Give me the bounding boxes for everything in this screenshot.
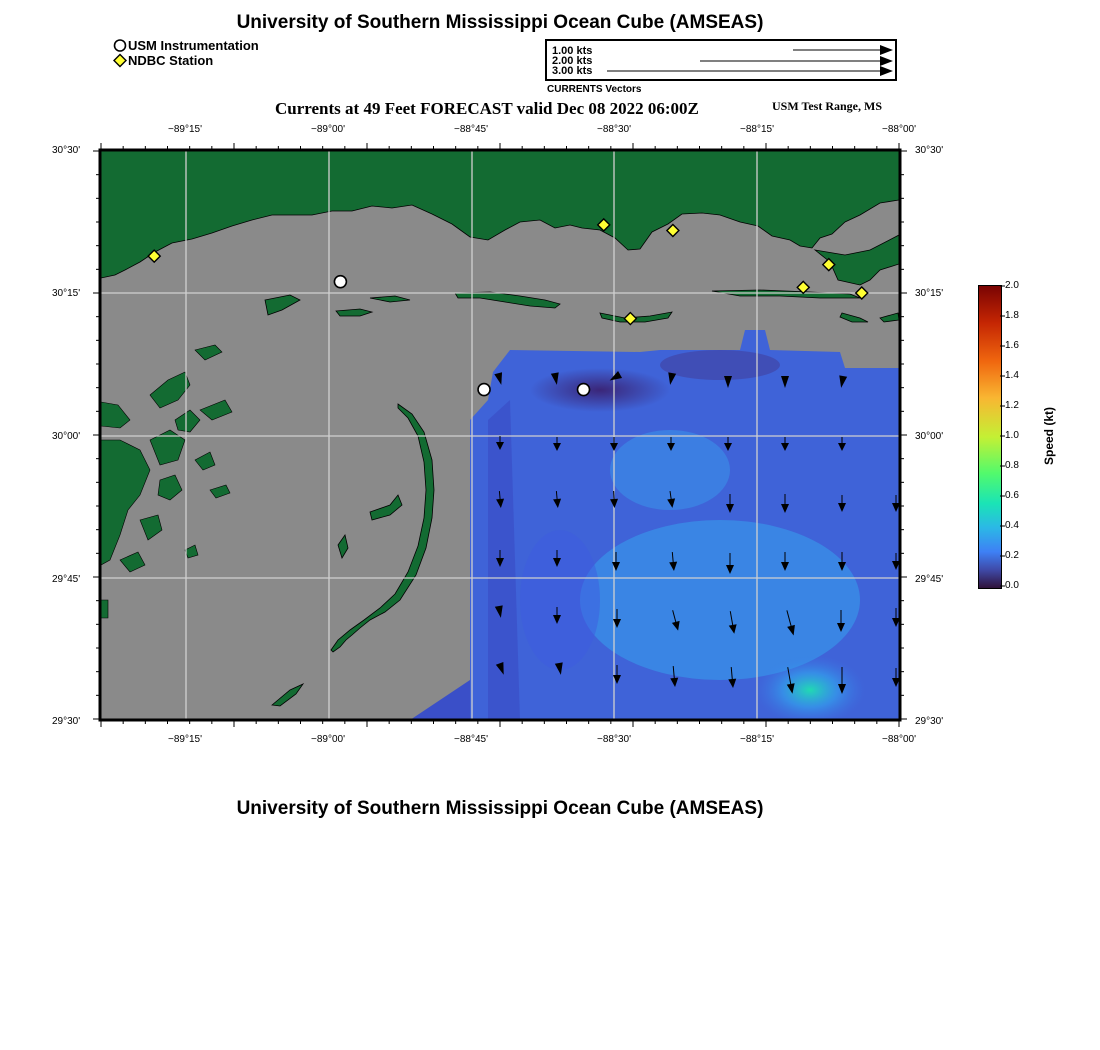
- lon-label-bottom: −88°15': [740, 734, 774, 745]
- colorbar-tick-marks: [1000, 285, 1008, 589]
- colorbar-tick: 0.4: [1005, 520, 1019, 531]
- lon-label-bottom: −88°45': [454, 734, 488, 745]
- lon-label-bottom: −88°30': [597, 734, 631, 745]
- colorbar-tick: 1.8: [1005, 310, 1019, 321]
- lat-label-left: 30°00': [52, 431, 81, 442]
- colorbar-tick: 0.2: [1005, 550, 1019, 561]
- region-label: USM Test Range, MS: [772, 99, 883, 113]
- lon-label-bottom: −89°15': [168, 734, 202, 745]
- legend-usm-label: USM Instrumentation: [128, 38, 259, 53]
- lon-label-bottom: −89°00': [311, 734, 345, 745]
- lat-label-right: 29°45': [915, 574, 944, 585]
- lat-label-right: 29°30': [915, 716, 944, 727]
- lon-label-top: −88°15': [740, 124, 774, 135]
- map-subtitle: Currents at 49 Feet FORECAST valid Dec 08 2022 06:00Z: [275, 99, 699, 118]
- colorbar-tick: 1.4: [1005, 370, 1019, 381]
- lat-label-right: 30°00': [915, 431, 944, 442]
- lat-label-right: 30°30': [915, 145, 944, 156]
- lon-label-top: −89°15': [168, 124, 202, 135]
- colorbar-tick: 0.8: [1005, 460, 1019, 471]
- lon-label-top: −88°30': [597, 124, 631, 135]
- colorbar-tick: 1.2: [1005, 400, 1019, 411]
- colorbar-tick: 0.0: [1005, 580, 1019, 591]
- vector-key-caption: CURRENTS Vectors: [547, 84, 642, 95]
- usm-instrument-marker: [578, 384, 590, 396]
- vector-key-3kt: 3.00 kts: [552, 65, 593, 77]
- lon-label-bottom: −88°00': [882, 734, 916, 745]
- lat-label-left: 30°30': [52, 145, 81, 156]
- lon-label-top: −89°00': [311, 124, 345, 135]
- colorbar-label: Speed (kt): [1041, 406, 1056, 466]
- lat-label-left: 30°15': [52, 288, 81, 299]
- vector-key-2kt: 2.00 kts: [552, 55, 593, 67]
- lon-label-top: −88°45': [454, 124, 488, 135]
- lat-label-left: 29°45': [52, 574, 81, 585]
- colorbar-tick: 0.6: [1005, 490, 1019, 501]
- chart-title: University of Southern Mississippi Ocean Cube (AMSEAS): [236, 12, 764, 33]
- usm-instrument-marker: [478, 384, 490, 396]
- vector-key-1kt: 1.00 kts: [552, 45, 593, 57]
- usm-instrument-marker: [334, 276, 346, 288]
- colorbar-tick: 1.0: [1005, 430, 1019, 441]
- footer-title: University of Southern Mississippi Ocean Cube (AMSEAS): [236, 798, 764, 819]
- colorbar-tick: 1.6: [1005, 340, 1019, 351]
- lat-label-right: 30°15': [915, 288, 944, 299]
- lon-label-top: −88°00': [882, 124, 916, 135]
- legend-ndbc-label: NDBC Station: [128, 53, 214, 68]
- colorbar-tick: 2.0: [1005, 280, 1019, 291]
- lat-label-left: 29°30': [52, 716, 81, 727]
- speed-colorbar: [978, 285, 1002, 589]
